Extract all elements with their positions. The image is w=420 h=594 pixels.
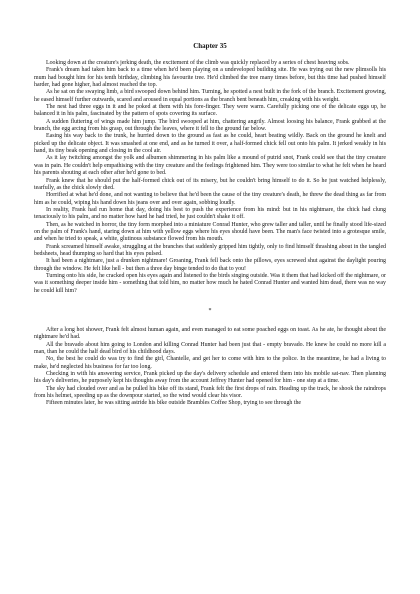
paragraph: Fifteen minutes later, he was sitting astride his bike outside Brambles Coffee Shop, trying to see through the <box>46 400 302 407</box>
paragraph: After a long hot shower, Frank felt almost human again, and even managed to eat some poached eggs on toast. As he ate, he thought about the nightmare he'd had. <box>34 327 386 341</box>
paragraph: No, the best he could do was try to find the girl, Chantelle, and get her to come with him to the police. In the meantime, he had a living to make, he'd neglected his business for far too long. <box>34 356 386 370</box>
paragraph: As he sat on the swaying limb, a bird swooped down behind him. Turning, he spotted a nest built in the fork of the branch. Excitement growing, he eased himself further outwards, scared and aroused in equal portions as the branch bent beneath him, creaking with his weight. <box>34 89 386 103</box>
chapter-body-section-1 <box>34 60 386 295</box>
paragraph: Frank screamed himself awake, struggling at the branches that suddenly gripped him tightly, only to find himself thrashing about in the tangled bedsheets, head thumping so hard that his eyes pulsed. <box>34 243 386 257</box>
paragraph: Frank's dream had taken him back to a time when he'd been playing on a undeveloped building site. He was trying out the new plimsolls his mum had bought him for his tenth birthday, climbing his favourite tree. He'd climbed the tree many times before, but this time had pushed himself harder, had gone higher, had almost reached the top. <box>34 67 386 89</box>
paragraph: It had been a nightmare, just a drunken nightmare! Groaning, Frank fell back onto the pillows, eyes screwed shut against the daylight pouring through the window. He felt like hell - but then a three day binge tended to do that to you! <box>34 258 386 272</box>
paragraph: Then, as he watched in horror, the tiny form morphed into a miniature Conrad Hunter, who grew taller and taller, until he finally stood life-sized on the palm of Frank's hand, staring down at him with yellow eggs where his eyes should have been. The man's face twisted into a grotesque smile, and when he tried to speak, a white, glutinous substance flowed from his mouth. <box>34 221 386 243</box>
paragraph: The nest had three eggs in it and he poked at them with his fore-finger. They were warm. Carefully picking one of the delicate eggs up, he balanced it in his palm, fascinated by the pattern of spots covering its surface. <box>34 104 386 118</box>
chapter-body-section-2 <box>34 327 386 408</box>
paragraph: Easing his way back to the trunk, he hurried down to the ground as fast as he could, heart beating wildly. Back on the ground he knelt and picked up the delicate object. It was smashed at one end, and as he turned it over, a half-formed chick fell out onto his palm. It jerked weakly in his hand, its tiny beak opening and closing in the cool air. <box>34 133 386 155</box>
paragraph: Frank knew that he should put the half-formed chick out of its misery, but he couldn't bring himself to do it. So he just watched helplessly, tearfully, as the chick slowly died. <box>34 177 386 191</box>
section-separator: * <box>208 308 212 314</box>
spacer <box>34 295 386 307</box>
paragraph: Turning onto his side, he cracked open his eyes again and listened to the birds singing outside. Was it them that had kicked off the nightmare, or was it something deeper inside him - something that told him, no matter how much he hated Conrad Hunter and wanted him dead, there was no way he could kill him? <box>34 272 386 294</box>
paragraph: Looking down at the creature's jerking death, the excitement of the climb was quickly replaced by a series of chest heaving sobs. <box>46 60 350 66</box>
paragraph: In reality, Frank had run home that day, doing his best to push the experience from his mind: but in his nightmare, the chick had clung tenaciously to his palm, and no matter how hard he had tried, he just couldn't shake it off. <box>34 206 386 221</box>
chapter-title: Chapter 35 <box>193 42 227 50</box>
paragraph: The sky had clouded over and as he pulled his bike off its stand, Frank felt the first drops of rain. Heading up the track, he shook the raindrops from his helmet, speeding up as the downpour started, so the wind would clear his visor. <box>34 385 386 400</box>
paragraph: As it lay twitching amongst the yolk and albumen shimmering in his palm like a mound of putrid snot, Frank could see that the tiny creature was in pain. He couldn't help empathising with the tiny creature and the feelings frightened him. They were too similar to what he felt when he heard his parents shouting at each other after he'd gone to bed. <box>34 155 386 177</box>
paragraph: Checking in with his answering service, Frank picked up the day's delivery schedule and entered them into his mobile sat-nav. Then planning his day's deliveries, he purposely kept his thoughts away from the account Jeffrey Hunter had opened for him - one step at a time. <box>34 371 386 385</box>
paragraph: Horrified at what he'd done, and not wanting to believe that he'd been the cause of the tiny creature's death, he threw the dead thing as far from him as he could, wiping his hand down his jeans over and over again, sobbing loudly. <box>34 192 386 206</box>
spacer <box>34 315 386 327</box>
paragraph: All the bravado about him going to London and killing Conrad Hunter had been just that - empty bravado. He knew he could no more kill a man, than he could the half dead bird of his childhood days. <box>34 341 386 356</box>
paragraph: A sudden fluttering of wings made him jump. The bird swooped at him, chattering angrily. Almost loosing his balance, Frank grabbed at the branch, the egg arcing from his grasp, out through the leaves, where it fell to the ground far below. <box>34 118 386 133</box>
